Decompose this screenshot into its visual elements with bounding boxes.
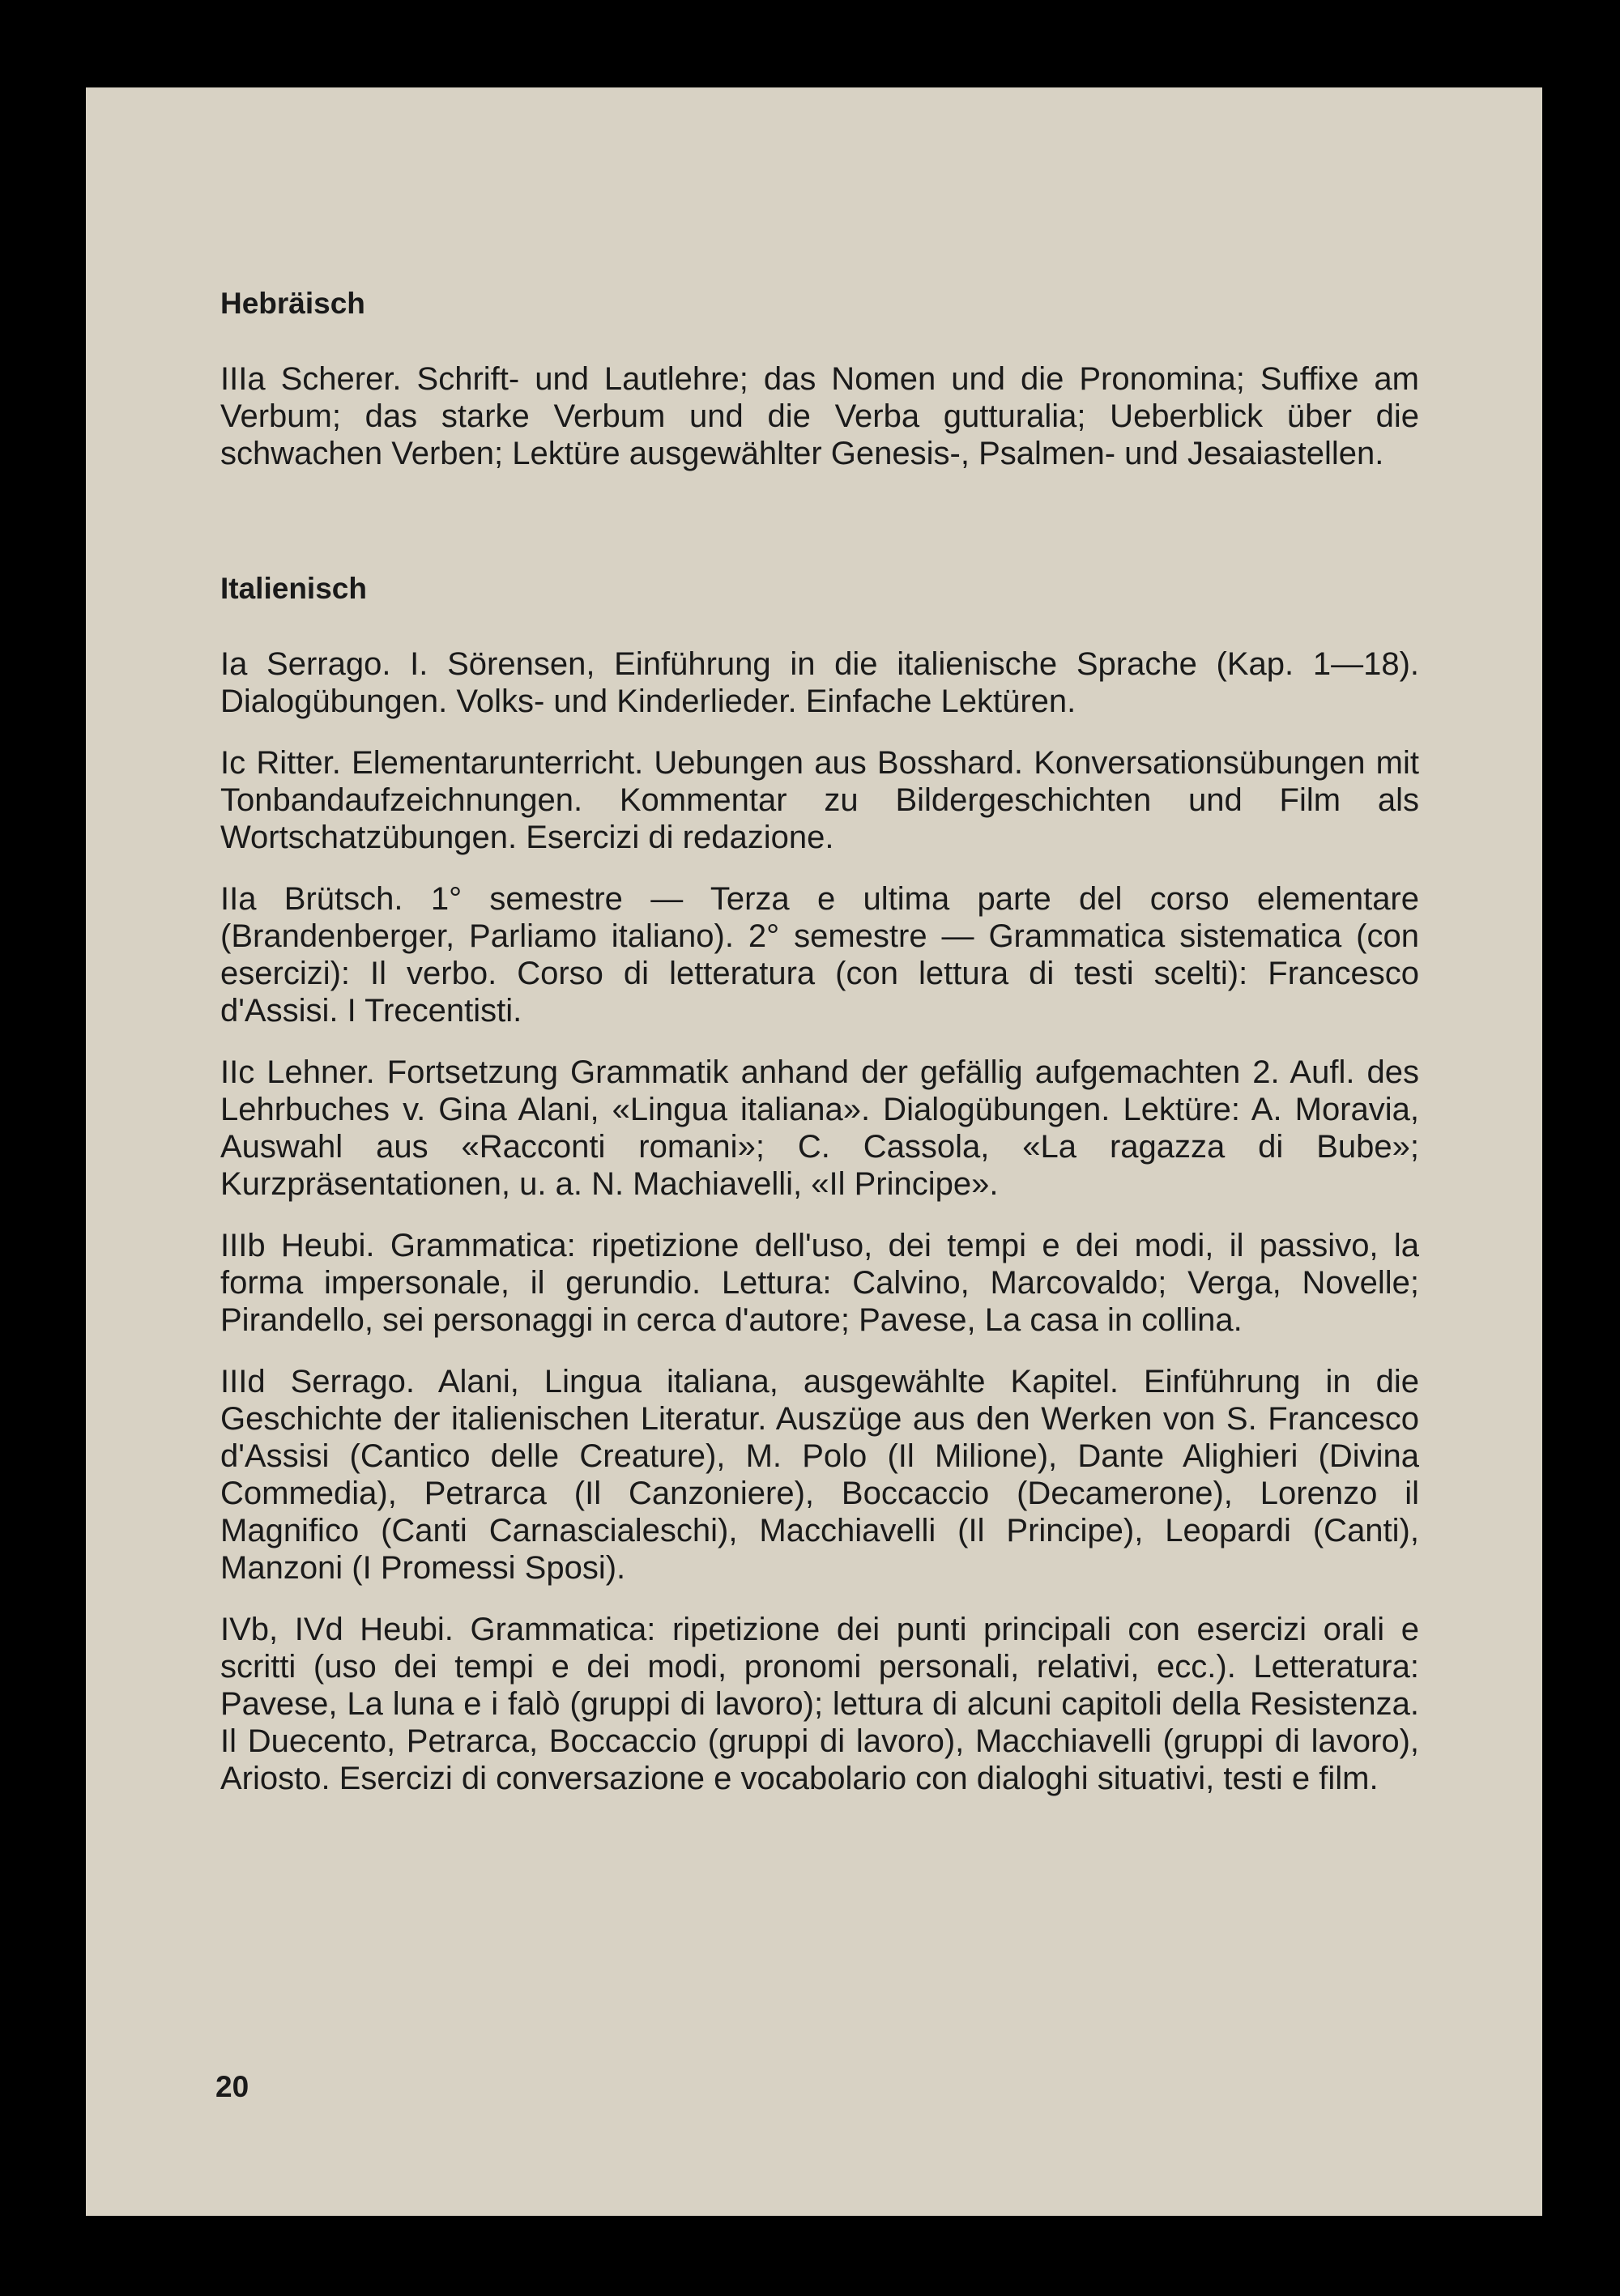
section-italienisch [220, 571, 1419, 1797]
section-hebraisch [220, 286, 1419, 472]
course-paragraph: IIIb Heubi. Grammatica: ripetizione dell'uso, dei tempi e dei modi, il passivo, la forma impersonale, il gerundio. Lettura: Calvino, Marcovaldo; Verga, Novelle; Pirandello, sei personaggi in cerca d'autore; Pavese, La casa in collina. [220, 1228, 1419, 1338]
course-paragraph: Ic Ritter. Elementarunterricht. Uebungen aus Bosshard. Konversationsübungen mit Tonbandaufzeichnungen. Kommentar zu Bildergeschichten und Film als Wortschatzübungen. Esercizi di redazione. [220, 745, 1419, 855]
course-paragraph: Ia Serrago. I. Sörensen, Einführung in die italienische Sprache (Kap. 1—18). Dialogübungen. Volks- und Kinderlieder. Einfache Lektüren. [220, 646, 1419, 719]
section-heading: Hebräisch [220, 287, 365, 320]
page-number: 20 [215, 2070, 249, 2103]
course-paragraph: IIa Brütsch. 1° semestre — Terza e ultima parte del corso elementare (Brandenberger, Parliamo italiano). 2° semestre — Grammatica sistematica (con esercizi): Il verbo. Corso di letteratura (con lettura di testi scelti): Francesco d'Assisi. I Trecentisti. [220, 881, 1419, 1029]
document-page [86, 87, 1542, 2216]
course-paragraph: IIc Lehner. Fortsetzung Grammatik anhand der gefällig aufgemachten 2. Aufl. des Lehrbuches v. Gina Alani, «Lingua italiana». Dialogübungen. Lektüre: A. Moravia, Auswahl aus «Racconti romani»; C. Cassola, «La ragazza di Bube»; Kurzpräsentationen, u. a. N. Machiavelli, «Il Principe». [220, 1054, 1419, 1202]
course-paragraph: IIId Serrago. Alani, Lingua italiana, ausgewählte Kapitel. Einführung in die Geschichte der italienischen Literatur. Auszüge aus den Werken von S. Francesco d'Assisi (Cantico delle Creature), M. Polo (Il Milione), Dante Alighieri (Divina Commedia), Petrarca (Il Canzoniere), Boccaccio (Decamerone), Lorenzo il Magnifico (Canti Carnascialeschi), Macchiavelli (Il Principe), Leopardi (Canti), Manzoni (I Promessi Sposi). [220, 1364, 1419, 1586]
course-paragraph: IVb, IVd Heubi. Grammatica: ripetizione dei punti principali con esercizi orali e scritti (uso dei tempi e dei modi, pronomi personali, relativi, ecc.). Letteratura: Pavese, La luna e i falò (gruppi di lavoro); lettura di alcuni capitoli della Resistenza. Il Duecento, Petrarca, Boccaccio (gruppi di lavoro), Macchiavelli (gruppi di lavoro), Ariosto. Esercizi di conversazione e vocabolario con dialoghi situativi, testi e film. [220, 1612, 1419, 1796]
section-spacer [220, 496, 1419, 571]
page-content [220, 286, 1419, 1821]
section-heading: Italienisch [220, 572, 367, 605]
course-paragraph: IIIa Scherer. Schrift- und Lautlehre; das Nomen und die Pronomina; Suffixe am Verbum; das starke Verbum und die Verba gutturalia; Ueberblick über die schwachen Verben; Lektüre ausgewählter Genesis-, Psalmen- und Jesaiastellen. [220, 361, 1419, 471]
